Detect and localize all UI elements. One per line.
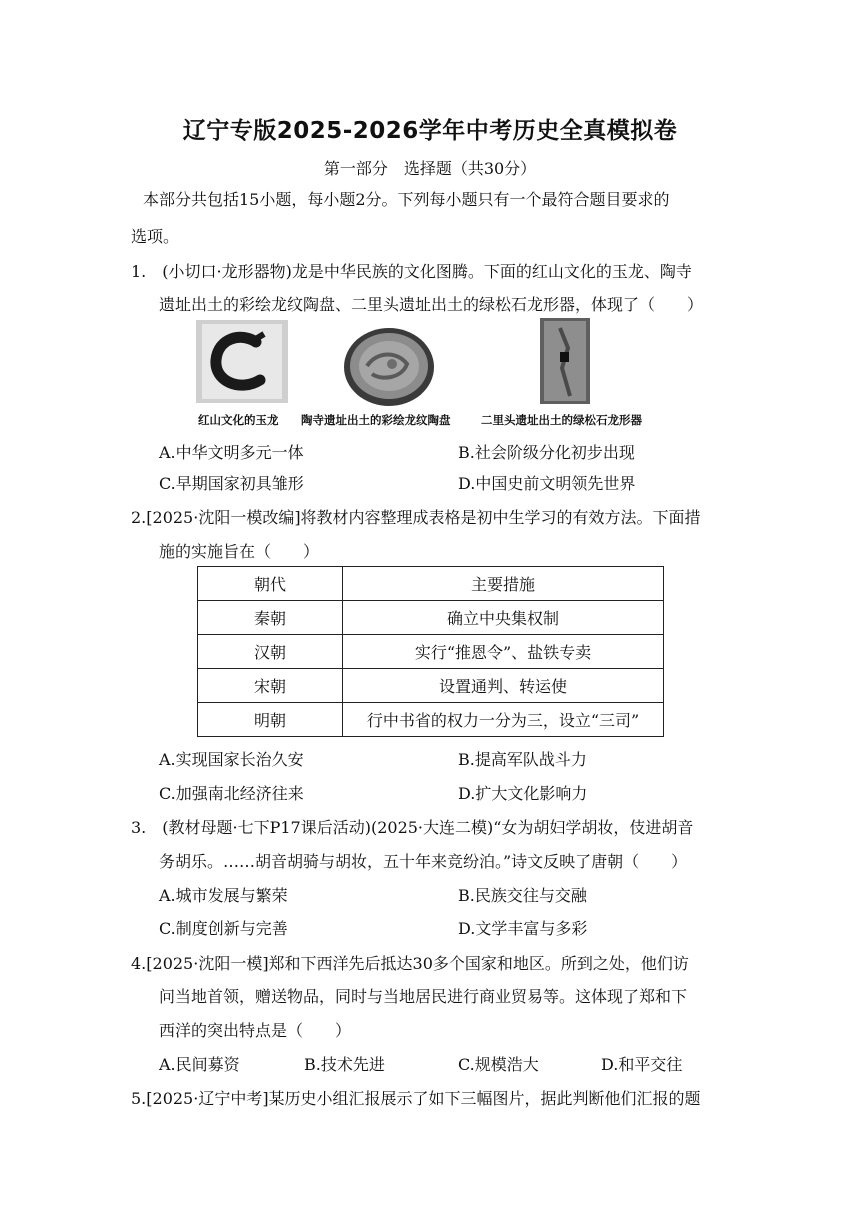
page-title: 辽宁专版2025-2026学年中考历史全真模拟卷: [182, 118, 678, 144]
q3-option-c[interactable]: C.制度创新与完善: [159, 919, 288, 938]
q2-option-c[interactable]: C.加强南北经济往来: [159, 784, 304, 803]
q2-option-d[interactable]: D.扩大文化影响力: [458, 784, 588, 803]
table-cell: 汉朝: [198, 635, 343, 669]
q4-line-3: 西洋的突出特点是（ ）: [159, 1021, 352, 1040]
q2-line-1: 2.[2025·沈阳一模改编]将教材内容整理成表格是初中生学习的有效方法。下面措: [131, 508, 701, 527]
turquoise-dragon-image: [540, 318, 590, 404]
q1-option-a[interactable]: A.中华文明多元一体: [159, 443, 304, 462]
painted-dragon-plate-image: [342, 326, 436, 408]
section-heading: 第一部分 选择题（共30分）: [323, 159, 537, 178]
table-row: [198, 601, 664, 635]
instructions-line-2: 选项。: [131, 227, 180, 246]
table-header-measures: 主要措施: [343, 567, 664, 601]
q2-option-a[interactable]: A.实现国家长治久安: [159, 750, 304, 769]
q5-line-1: 5.[2025·辽宁中考]某历史小组汇报展示了如下三幅图片，据此判断他们汇报的题: [131, 1089, 701, 1108]
q2-line-2: 施的实施旨在（ ）: [159, 542, 320, 561]
q3-line-1: 3. (教材母题·七下P17课后活动)(2025·大连二模)“女为胡妇学胡妆，伎进胡音: [131, 818, 694, 837]
table-cell: 秦朝: [198, 601, 343, 635]
q4-option-c[interactable]: C.规模浩大: [458, 1055, 539, 1074]
jade-dragon-image: [196, 320, 288, 403]
table-header-row: [198, 567, 664, 601]
q1-line-1: 1. (小切口·龙形器物)龙是中华民族的文化图腾。下面的红山文化的玉龙、陶寺: [131, 262, 692, 281]
q1-option-c[interactable]: C.早期国家初具雏形: [159, 474, 304, 493]
q3-option-d[interactable]: D.文学丰富与多彩: [458, 919, 588, 938]
table-cell: 设置通判、转运使: [343, 669, 664, 703]
table-row: [198, 703, 664, 737]
caption-turquoise-dragon: 二里头遗址出土的绿松石龙形器: [481, 413, 642, 427]
q3-option-a[interactable]: A.城市发展与繁荣: [159, 886, 288, 905]
q2-option-b[interactable]: B.提高军队战斗力: [458, 750, 587, 769]
q1-option-d[interactable]: D.中国史前文明领先世界: [458, 474, 636, 493]
q4-option-a[interactable]: A.民间募资: [159, 1055, 240, 1074]
table-header-dynasty: 朝代: [198, 567, 343, 601]
table-cell: 确立中央集权制: [343, 601, 664, 635]
table-cell: 行中书省的权力一分为三，设立“三司”: [343, 703, 664, 737]
q3-line-2: 务胡乐。……胡音胡骑与胡妆，五十年来竞纷泊。”诗文反映了唐朝（ ）: [159, 852, 688, 871]
q3-option-b[interactable]: B.民族交往与交融: [458, 886, 587, 905]
q1-option-b[interactable]: B.社会阶级分化初步出现: [458, 443, 635, 462]
q4-option-b[interactable]: B.技术先进: [304, 1055, 385, 1074]
table-row: [198, 635, 664, 669]
q4-line-2: 问当地首领，赠送物品，同时与当地居民进行商业贸易等。这体现了郑和下: [159, 987, 688, 1006]
caption-jade-dragon: 红山文化的玉龙: [198, 413, 279, 427]
table-cell: 实行“推恩令”、盐铁专卖: [343, 635, 664, 669]
q4-option-d[interactable]: D.和平交往: [601, 1055, 683, 1074]
table-cell: 宋朝: [198, 669, 343, 703]
measures-table: [197, 566, 664, 737]
table-row: [198, 669, 664, 703]
q4-line-1: 4.[2025·沈阳一模]郑和下西洋先后抵达30多个国家和地区。所到之处，他们访: [131, 954, 689, 973]
table-cell: 明朝: [198, 703, 343, 737]
q1-line-2: 遗址出土的彩绘龙纹陶盘、二里头遗址出土的绿松石龙形器，体现了（ ）: [159, 295, 704, 314]
instructions-line-1: 本部分共包括15小题，每小题2分。下列每小题只有一个最符合题目要求的: [143, 190, 670, 209]
caption-dragon-plate: 陶寺遗址出土的彩绘龙纹陶盘: [301, 413, 451, 427]
